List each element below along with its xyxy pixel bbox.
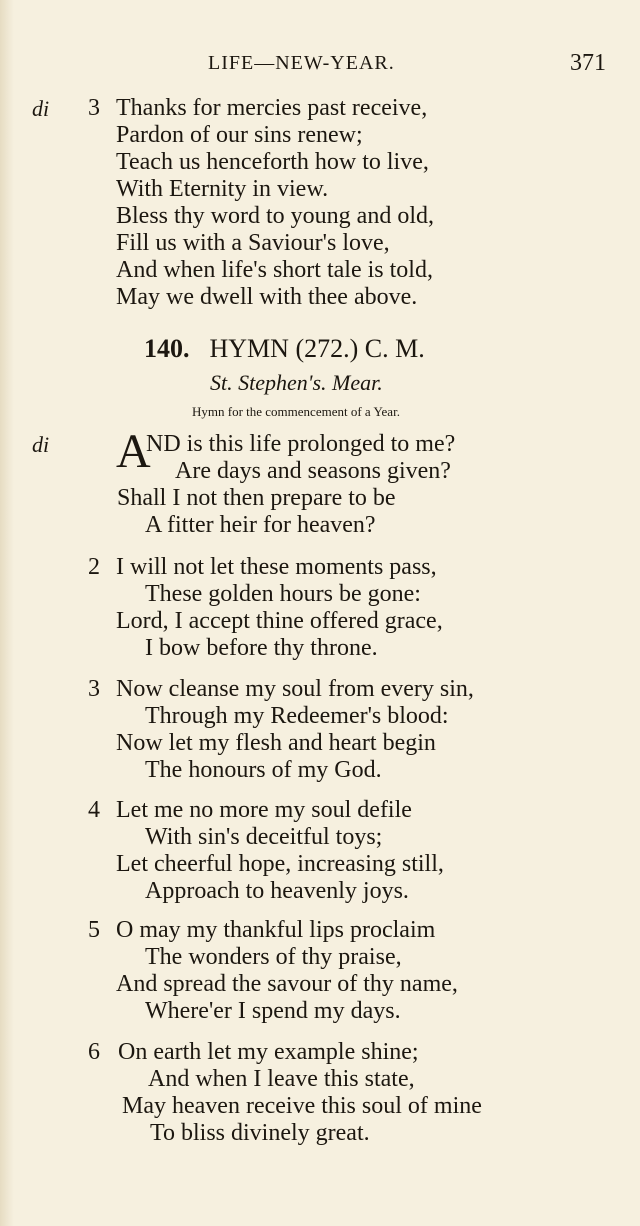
verse-line: On earth let my example shine; (118, 1039, 419, 1065)
hymn-number: 140. (144, 334, 190, 363)
verse-line: Now let my flesh and heart begin (116, 730, 436, 756)
verse-line: The wonders of thy praise, (145, 944, 402, 970)
verse-line: The honours of my God. (145, 757, 382, 783)
verse-line: To bliss divinely great. (150, 1120, 370, 1146)
verse-line: Through my Redeemer's blood: (145, 703, 449, 729)
verse-line: A fitter heir for heaven? (145, 512, 376, 538)
running-head: LIFE—NEW-YEAR. (208, 52, 395, 74)
verse-line: And spread the savour of thy name, (116, 971, 458, 997)
verse-line: Bless thy word to young and old, (116, 203, 434, 229)
verse-line: With Eternity in view. (116, 176, 329, 202)
margin-mark: di (32, 432, 50, 457)
drop-cap: A (116, 425, 151, 478)
verse-line: And when life's short tale is told, (116, 257, 433, 283)
margin-mark: di (32, 96, 50, 121)
tune-names: St. Stephen's. Mear. (210, 370, 383, 395)
verse-line: Where'er I spend my days. (145, 998, 401, 1024)
verse-line: Lord, I accept thine offered grace, (116, 608, 443, 634)
verse-line: And when I leave this state, (148, 1066, 415, 1092)
verse-line: May heaven receive this soul of mine (122, 1093, 482, 1119)
verse-line: May we dwell with thee above. (116, 284, 418, 310)
page-edge (0, 0, 14, 1226)
verse-line: O may my thankful lips proclaim (116, 917, 436, 943)
hymn-title: HYMN (272.) C. M. (209, 334, 425, 363)
verse-line: Pardon of our sins renew; (116, 122, 363, 148)
verse-line: I bow before thy throne. (145, 635, 378, 661)
verse-number: 5 (88, 917, 100, 943)
hymn-heading (144, 334, 425, 364)
page-number: 371 (570, 50, 606, 76)
verse-number: 6 (88, 1039, 100, 1065)
verse-line: Fill us with a Saviour's love, (116, 230, 390, 256)
verse-line: Shall I not then prepare to be (117, 485, 396, 511)
verse-line: Thanks for mercies past receive, (116, 95, 428, 121)
verse-line: Let me no more my soul defile (116, 797, 412, 823)
verse-line: With sin's deceitful toys; (145, 824, 383, 850)
verse-line: Let cheerful hope, increasing still, (116, 851, 444, 877)
hymn-occasion: Hymn for the commencement of a Year. (192, 404, 400, 419)
verse-line: These golden hours be gone: (145, 581, 421, 607)
verse-number: 3 (88, 676, 100, 702)
verse-line: Now cleanse my soul from every sin, (116, 676, 474, 702)
verse-line: Are days and seasons given? (175, 458, 451, 484)
verse-line: Teach us henceforth how to live, (116, 149, 429, 175)
verse-line: I will not let these moments pass, (116, 554, 437, 580)
verse-line: Approach to heavenly joys. (145, 878, 409, 904)
verse-line: ND is this life prolonged to me? (146, 431, 456, 457)
verse-number: 3 (88, 95, 100, 121)
verse-number: 2 (88, 554, 100, 580)
verse-number: 4 (88, 797, 100, 823)
